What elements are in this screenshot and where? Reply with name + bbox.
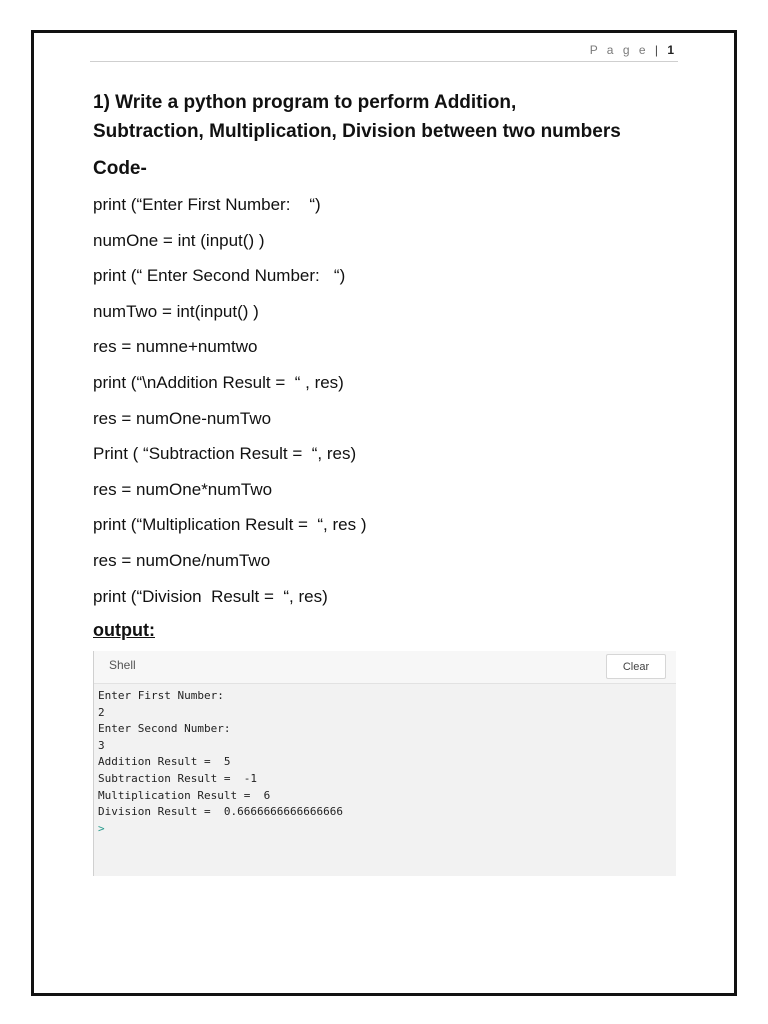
code-line: print (“Multiplication Result = “, res ) bbox=[93, 515, 367, 535]
shell-output-line: 2 bbox=[98, 705, 105, 719]
shell-output-line: Division Result = 0.6666666666666666 bbox=[98, 805, 344, 819]
code-line: print (“\nAddition Result = “ , res) bbox=[93, 372, 344, 392]
code-line: res = numOne/numTwo bbox=[93, 550, 271, 570]
shell-output-line: Addition Result = 5 bbox=[98, 755, 231, 769]
code-line: res = numOne-numTwo bbox=[93, 408, 272, 428]
code-line: Print ( “Subtraction Result = “, res) bbox=[93, 444, 357, 464]
page-separator: | bbox=[654, 43, 658, 57]
page-number: 1 bbox=[667, 43, 674, 57]
code-line: print (“ Enter Second Number: “) bbox=[93, 266, 346, 286]
code-line: print (“Enter First Number: “) bbox=[93, 195, 321, 214]
shell-output bbox=[94, 684, 676, 821]
question-heading bbox=[93, 88, 693, 146]
shell-output-line: 3 bbox=[98, 738, 105, 752]
shell-output-line: Enter First Number: bbox=[98, 689, 224, 702]
shell-header bbox=[94, 651, 676, 684]
code-heading: Code- bbox=[93, 158, 147, 179]
header-divider bbox=[90, 61, 678, 62]
shell-output-line: Multiplication Result = 6 bbox=[98, 788, 271, 802]
code-listing bbox=[93, 190, 367, 617]
question-line-2: Subtraction, Multiplication, Division between two numbers bbox=[93, 121, 621, 142]
clear-button[interactable]: Clear bbox=[606, 654, 666, 679]
code-line: numOne = int (input() ) bbox=[93, 230, 265, 250]
code-line: res = numOne*numTwo bbox=[93, 479, 273, 499]
code-line: res = numne+numtwo bbox=[93, 337, 258, 357]
code-line: numTwo = int(input() ) bbox=[93, 301, 259, 321]
shell-panel bbox=[93, 651, 676, 876]
question-line-1: 1) Write a python program to perform Addition, bbox=[93, 92, 517, 113]
shell-prompt[interactable]: > bbox=[98, 821, 105, 835]
output-heading: output: bbox=[93, 620, 155, 640]
shell-output-line: Enter Second Number: bbox=[98, 722, 231, 736]
code-line: print (“Division Result = “, res) bbox=[93, 586, 328, 606]
page-label: P a g e bbox=[589, 43, 649, 57]
page-number-header bbox=[590, 43, 674, 57]
shell-title: Shell bbox=[109, 658, 136, 672]
shell-output-line: Subtraction Result = -1 bbox=[98, 771, 257, 785]
